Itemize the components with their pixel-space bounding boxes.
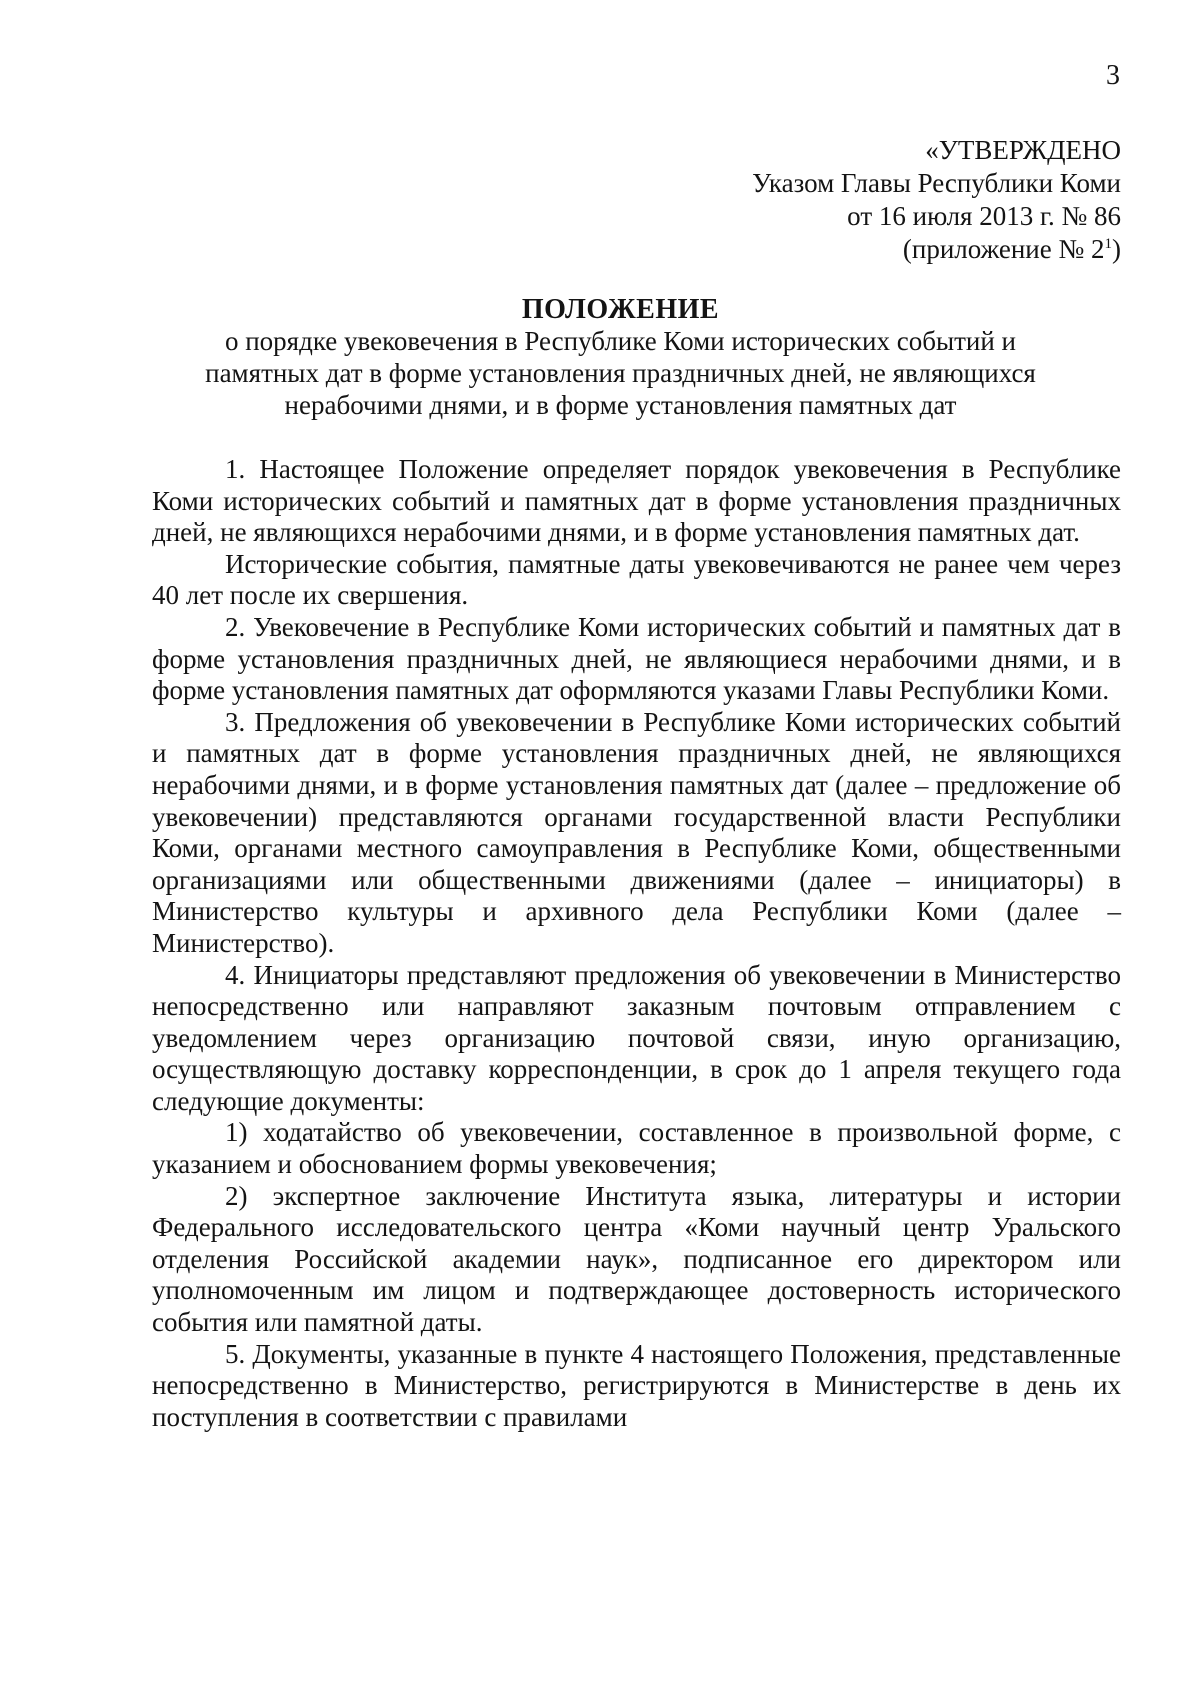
paragraph-5: 5. Документы, указанные в пункте 4 настоящего Положения, представленные непосредственно в Министерство, регистрируются в Министерстве в день их поступления в соответствии с правилами	[152, 1338, 1121, 1432]
paragraph-4-item-2: 2) экспертное заключение Института языка, литературы и истории Федерального исследовательского центра «Коми научный центр Уральского отделения Российской академии наук», подписанное его директором или уполномоченным им лицом и подтверждающее достоверность исторического события или памятной даты.	[152, 1180, 1121, 1338]
approval-appendix-suffix: )	[1112, 234, 1121, 264]
subtitle-line: о порядке увековечения в Республике Коми исторических событий и	[224, 326, 1016, 356]
approval-appendix-prefix: (приложение № 2	[902, 234, 1105, 264]
paragraph-2: 2. Увековечение в Республике Коми исторических событий и памятных дат в форме установления праздничных дней, не являющиеся нерабочими днями, и в форме установления памятных дат оформляются указами Главы Республики Коми.	[152, 611, 1121, 706]
paragraph-4-item-1: 1) ходатайство об увековечении, составленное в произвольной форме, с указанием и обоснованием формы увековечения;	[152, 1117, 1121, 1180]
approval-appendix-superscript: 1	[1104, 236, 1112, 252]
subtitle-line: нерабочими днями, и в форме установления памятных дат	[284, 390, 957, 420]
paragraph-4: 4. Инициаторы представляют предложения об увековечении в Министерство непосредственно или направляют заказным почтовым отправлением с уведомлением через организацию почтовой связи, иную организацию, осуществляющую доставку корреспонденции, в срок до 1 апреля текущего года следующие документы:	[152, 959, 1121, 1116]
approval-heading: «УТВЕРЖДЕНО	[925, 135, 1121, 165]
paragraph-3: 3. Предложения об увековечении в Республике Коми исторических событий и памятных дат в форме установления праздничных дней, не являющихся нерабочими днями, и в форме установления памятных дат (далее – предложение об увековечении) представляются органами государственной власти Республики Коми, органами местного самоуправления в Республике Коми, общественными организациями или общественными движениями (далее – инициаторы) в Министерство культуры и архивного дела Республики Коми (далее – Министерство).	[152, 706, 1121, 958]
document-subtitle	[120, 325, 1121, 421]
paragraph-1-continuation: Исторические события, памятные даты увековечиваются не ранее чем через 40 лет после их свершения.	[152, 548, 1121, 611]
subtitle-line: памятных дат в форме установления праздничных дней, не являющихся	[205, 358, 1036, 388]
paragraph-1: 1. Настоящее Положение определяет порядок увековечения в Республике Коми исторических событий и памятных дат в форме установления праздничных дней, не являющихся нерабочими днями, и в форме установления памятных дат.	[152, 454, 1121, 548]
approval-appendix	[521, 233, 1121, 266]
approval-date: от 16 июля 2013 г. № 86	[847, 201, 1121, 231]
approval-decree: Указом Главы Республики Коми	[752, 168, 1121, 198]
page-number: 3	[1106, 60, 1120, 91]
document-title: ПОЛОЖЕНИЕ	[521, 294, 720, 325]
approval-stamp	[521, 134, 1121, 266]
document-body	[152, 454, 1121, 1433]
